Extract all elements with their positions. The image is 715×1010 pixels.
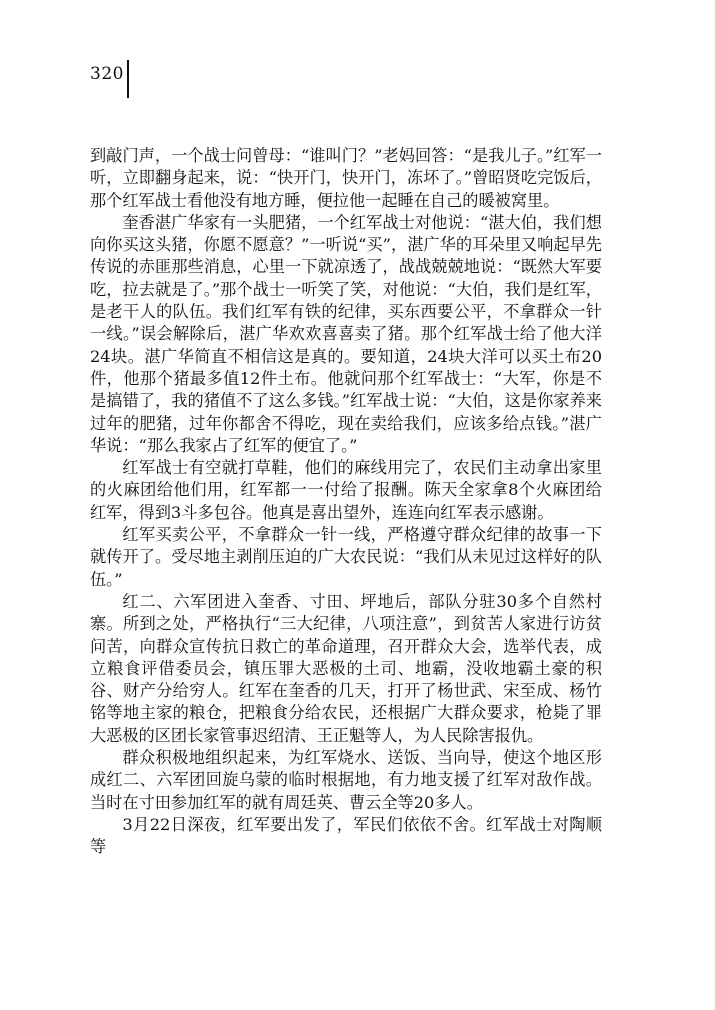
paragraph: 红军买卖公平，不拿群众一针一线，严格遵守群众纪律的故事一下就传开了。受尽地主剥削压迫的广大农民说：“我们从未见过这样好的队伍。” (90, 525, 602, 589)
paragraph: 到敲门声，一个战士问曾母：“谁叫门？”老妈回答：“是我儿子。”红军一听，立即翻身起来，说：“快开门，快开门，冻坏了。”曾昭贤吃完饭后，那个红军战士看他没有地方睡，便拉他一起睡在自己的暖被窝里。 (90, 146, 602, 210)
header-divider (127, 60, 129, 98)
paragraph: 红二、六军团进入奎香、寸田、坪地后，部队分驻30多个自然村寨。所到之处，严格执行“三大纪律，八项注意”，到贫苦人家进行访贫问苦，向群众宣传抗日救亡的革命道理，召开群众大会，选举代表，成立粮食评借委员会，镇压罪大恶极的土司、地霸，没收地霸土豪的积谷、财产分给穷人。红军在奎香的几天，打开了杨世武、宋至成、杨竹铭等地主家的粮仓，把粮食分给农民，还根据广大群众要求，枪毙了罪大恶极的区团长家管事迟绍清、王正魁等人，为人民除害报仇。 (90, 591, 602, 745)
paragraph: 3月22日深夜，红军要出发了，军民们依依不舍。红军战士对陶顺等 (90, 814, 602, 857)
paragraph: 奎香湛广华家有一头肥猪，一个红军战士对他说：“湛大伯，我们想向你买这头猪，你愿不愿意？”一听说“买”，湛广华的耳朵里又响起早先传说的赤匪那些消息，心里一下就凉透了，战战兢兢地说：“既然大军要吃，拉去就是了。”那个战士一听笑了笑，对他说：“大伯，我们是红军，是老干人的队伍。我们红军有铁的纪律，买东西要公平，不拿群众一针一线。”误会解除后，湛广华欢欢喜喜卖了猪。那个红军战士给了他大洋24块。湛广华简直不相信这是真的。要知道，24块大洋可以买土布20件，他那个猪最多值12件土布。他就问那个红军战士：“大军，你是不是搞错了，我的猪值不了这么多钱。”红军战士说：“大伯，这是你家养来过年的肥猪，过年你都舍不得吃，现在卖给我们，应该多给点钱。”湛广华说：“那么我家占了红军的便宜了。” (90, 212, 602, 455)
paragraph: 红军战士有空就打草鞋，他们的麻线用完了，农民们主动拿出家里的火麻团给他们用，红军都一一付给了报酬。陈天全家拿8个火麻团给红军，得到3斗多包谷。他真是喜出望外，连连向红军表示感谢。 (90, 458, 602, 522)
page-body (90, 145, 602, 859)
paragraph: 群众积极地组织起来，为红军烧水、送饭、当向导，使这个地区形成红二、六军团回旋乌蒙的临时根据地，有力地支援了红军对敌作战。当时在寸田参加红军的就有周廷英、曹云全等20多人。 (90, 748, 602, 812)
page-number: 320 (90, 64, 124, 84)
